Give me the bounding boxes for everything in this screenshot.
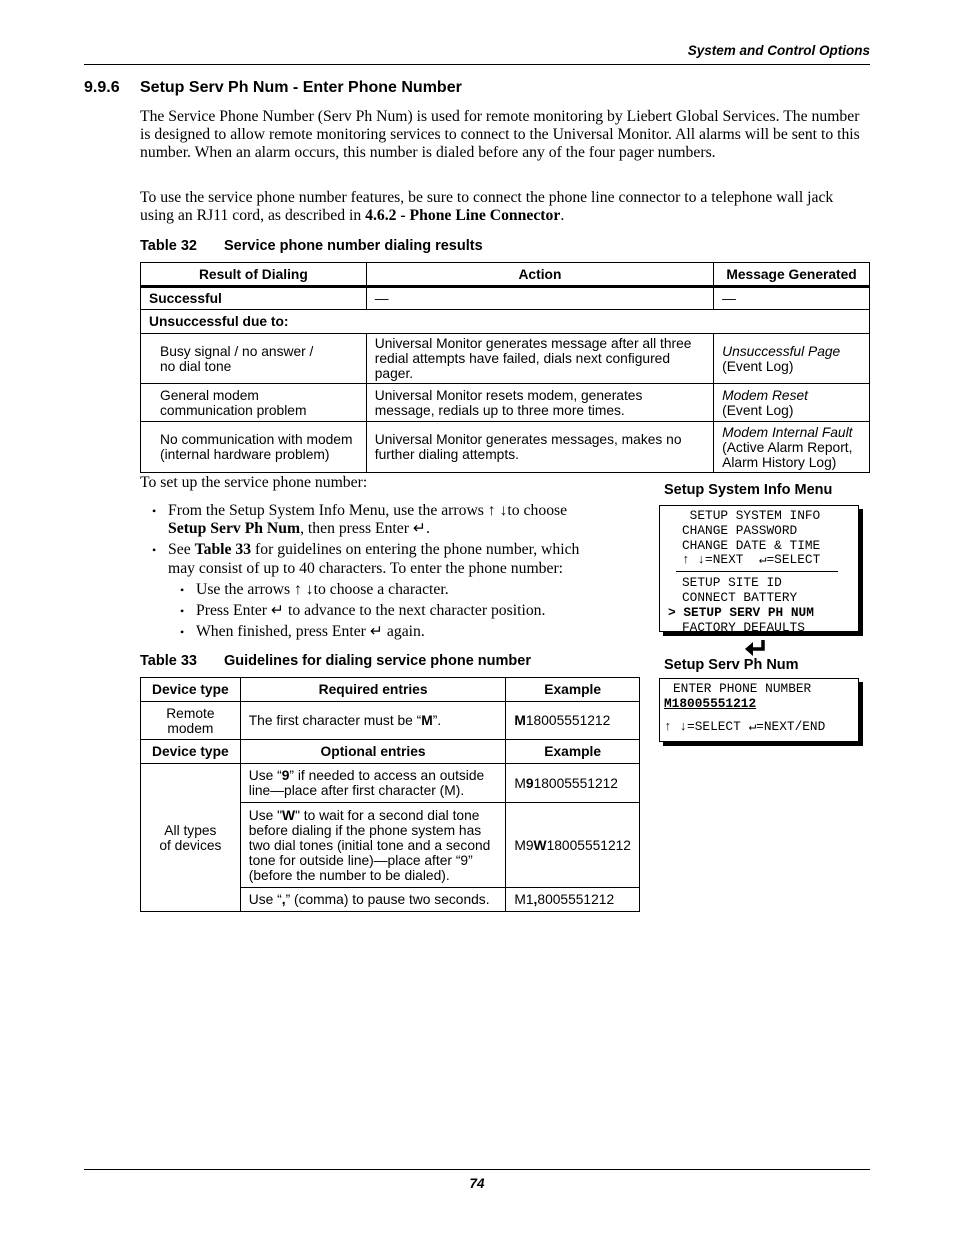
menu-lcd-line: CHANGE PASSWORD — [682, 522, 798, 538]
table33-entry-cell — [240, 888, 506, 912]
table32-action-line: Universal Monitor generates messages, makes no — [374, 432, 682, 447]
table32 — [140, 262, 870, 473]
example-char: 9 — [525, 775, 534, 791]
table32-message-cell — [714, 384, 870, 422]
entry-text: " to wait for a second dial tone — [295, 807, 480, 823]
table33-device-line: Remote — [166, 705, 215, 721]
phone-lcd-number: M18005551212 — [664, 695, 757, 711]
table32-message-log: (Active Alarm Report, — [722, 439, 853, 455]
table33-link[interactable]: Table 33 — [194, 541, 252, 559]
table33-device-line: modem — [167, 720, 214, 736]
table33-entry-cell — [240, 702, 506, 740]
example-text: M — [514, 775, 526, 791]
table32-message-log: (Event Log) — [722, 358, 794, 374]
example-text: 18005551212 — [533, 775, 618, 791]
table33-header-device: Device type — [141, 678, 241, 702]
menu-panel-title: Setup System Info Menu — [664, 482, 833, 498]
table-row — [141, 740, 640, 764]
entry-text: two dial tones (initial tone and a second — [248, 837, 491, 853]
table32-unsuccessful-label: Unsuccessful due to: — [141, 310, 870, 334]
table33-example-cell — [506, 803, 640, 888]
table32-message-name: Unsuccessful Page — [722, 343, 841, 359]
entry-char: M — [421, 713, 433, 728]
table32-message-cell — [714, 334, 870, 384]
phone-panel-title: Setup Serv Ph Num — [664, 657, 799, 673]
phone-lcd-line: ENTER PHONE NUMBER — [673, 681, 812, 696]
table32-message-name: Modem Reset — [722, 387, 809, 403]
section-number: 9.9.6 — [84, 79, 120, 96]
table32-action-line: Universal Monitor resets modem, generates — [374, 387, 643, 403]
example-text: M1 — [514, 892, 534, 907]
entry-text: line—place after first character (M). — [248, 783, 465, 798]
entry-char: 9 — [281, 768, 290, 783]
menu-lcd-selected-line — [668, 606, 858, 621]
steps-intro: To set up the service phone number: — [140, 474, 368, 491]
table33-caption — [140, 653, 531, 669]
table33-device-line: All types — [164, 822, 217, 838]
table33-device-cell — [141, 764, 241, 912]
table32-successful-action: — — [366, 287, 713, 310]
table33-label: Table 33 — [140, 653, 197, 669]
intro-paragraph-1: The Service Phone Number (Serv Ph Num) is used for remote monitoring by Liebert Global Services. The number is designed to allow remote monitoring services to connect to the Universal Monitor. All alarms will be sent to this number. When an alarm occurs, this number is dialed before any of the four pager numbers. — [140, 108, 860, 162]
table33-header-required: Required entries — [240, 678, 506, 702]
step1-text: From the Setup System Info Menu, use the arrows ↑ ↓to choose — [168, 502, 568, 519]
table32-successful-message: — — [714, 287, 870, 310]
table33-title: Guidelines for dialing service phone number — [224, 653, 531, 669]
table32-message-cell — [714, 422, 870, 473]
table-row — [141, 764, 640, 803]
step2-text-mid: for guidelines on entering the phone number, which — [251, 541, 580, 559]
table33-device-cell — [141, 702, 241, 740]
entry-text: Use “ — [248, 768, 282, 783]
entry-text: ”. — [432, 713, 442, 728]
table32-successful-label: Successful — [141, 287, 367, 310]
table32-message-name: Modem Internal Fault — [722, 424, 853, 440]
table-row — [141, 334, 870, 384]
table32-result-cell — [141, 422, 367, 473]
entry-text: ” if needed to access an outside — [289, 768, 485, 783]
menu-lcd-display — [659, 505, 859, 635]
table32-header-message: Message Generated — [714, 263, 870, 287]
menu-lcd-line: SETUP SITE ID — [682, 575, 782, 591]
menu-lcd-divider — [676, 571, 838, 572]
list-item — [152, 541, 579, 577]
entry-char: , — [281, 892, 286, 907]
footer-rule — [84, 1169, 870, 1170]
table32-result-line: No communication with modem — [160, 432, 353, 447]
phone-lcd-line: ↑ ↓=SELECT ↵=NEXT/END — [664, 718, 826, 734]
table33-header-example: Example — [506, 740, 640, 764]
entry-text: Use " — [248, 807, 283, 823]
step2-text: See — [168, 541, 195, 559]
table-row — [141, 287, 870, 310]
entry-text: ” (comma) to pause two seconds. — [285, 892, 490, 907]
menu-lcd-line: SETUP SYSTEM INFO — [682, 508, 821, 523]
entry-text: tone for outside line)—place after “9” — [248, 852, 473, 868]
table-row — [141, 310, 870, 334]
phone-line-connector-link[interactable]: 4.6.2 - Phone Line Connector — [365, 207, 561, 225]
intro-paragraph-2 — [140, 189, 870, 225]
table32-label: Table 32 — [140, 238, 197, 254]
table32-result-line: no dial tone — [160, 358, 232, 374]
example-text: M9 — [514, 837, 534, 853]
entry-text: The first character must be “ — [248, 713, 422, 728]
running-head: System and Control Options — [687, 43, 870, 58]
table32-caption — [140, 238, 483, 254]
table-row — [141, 384, 870, 422]
table32-result-line: Busy signal / no answer / — [160, 343, 314, 359]
table33-header-example: Example — [506, 678, 640, 702]
step1-text-end: , then press Enter ↵. — [300, 520, 430, 538]
example-char: W — [533, 837, 547, 853]
menu-lcd-line: FACTORY DEFAULTS — [682, 619, 805, 635]
table32-action-line: redial attempts have failed, dials next configured pager. — [374, 351, 671, 381]
table32-result-cell — [141, 334, 367, 384]
phone-lcd-display — [659, 678, 859, 742]
table32-result-cell — [141, 384, 367, 422]
table-row — [141, 678, 640, 702]
table32-action-cell — [366, 422, 713, 473]
table-row — [141, 702, 640, 740]
table32-action-line: message, redials up to three more times. — [374, 402, 625, 418]
entry-text: Use “ — [248, 892, 282, 907]
steps-list — [152, 502, 579, 641]
list-item: • Use the arrows ↑ ↓to choose a character. — [180, 581, 579, 599]
table33-example-cell — [506, 888, 640, 912]
header-rule — [84, 64, 870, 65]
table32-action-line: further dialing attempts. — [374, 447, 519, 462]
list-item — [152, 502, 579, 538]
table32-action-line: Universal Monitor generates message after all three — [374, 336, 692, 351]
table32-title: Service phone number dialing results — [224, 238, 483, 254]
entry-text: before dialing if the phone system has — [248, 822, 482, 838]
table32-action-cell — [366, 384, 713, 422]
table33-example-cell — [506, 764, 640, 803]
table-row — [141, 422, 870, 473]
table32-result-line: communication problem — [160, 402, 307, 418]
example-char: M — [514, 713, 526, 728]
table33-header-optional: Optional entries — [240, 740, 506, 764]
table32-message-log: Alarm History Log) — [722, 454, 837, 470]
menu-lcd-line: ↑ ↓=NEXT ↵=SELECT — [682, 552, 821, 568]
example-text: 18005551212 — [525, 713, 611, 728]
entry-text: (before the number to be dialed). — [248, 867, 450, 883]
selection-marker: > — [668, 604, 684, 620]
step1-menu-name: Setup Serv Ph Num — [168, 520, 301, 538]
menu-lcd-line: SETUP SERV PH NUM — [683, 604, 814, 620]
entry-char: W — [282, 807, 296, 823]
table32-result-line: (internal hardware problem) — [160, 447, 330, 462]
table33-example-cell — [506, 702, 640, 740]
table33-device-line: of devices — [159, 837, 222, 853]
section-heading — [84, 79, 462, 97]
list-item: • When finished, press Enter ↵ again. — [180, 623, 579, 641]
page-number: 74 — [469, 1176, 485, 1191]
menu-lcd-line: CONNECT BATTERY — [682, 589, 798, 605]
table33 — [140, 677, 640, 912]
example-text: 18005551212 — [546, 837, 631, 853]
list-item: • Press Enter ↵ to advance to the next character position. — [180, 602, 579, 620]
section-title: Setup Serv Ph Num - Enter Phone Number — [140, 79, 462, 96]
table32-header-result: Result of Dialing — [141, 263, 367, 287]
table33-entry-cell — [240, 764, 506, 803]
intro-p2-text: To use the service phone number features, be sure to connect the phone line connector to a telephone wall jack using an RJ11 cord, as described in — [140, 189, 834, 225]
example-char: , — [533, 892, 538, 907]
table33-entry-cell — [240, 803, 506, 888]
example-text: 8005551212 — [537, 892, 615, 907]
table32-result-line: General modem — [160, 387, 259, 403]
step2-text-end: may consist of up to 40 characters. To enter the phone number: — [168, 559, 564, 577]
enter-arrow-icon — [744, 639, 768, 657]
table33-header-device: Device type — [141, 740, 241, 764]
intro-p2-end: . — [560, 207, 565, 225]
table32-header-action: Action — [366, 263, 713, 287]
table32-message-log: (Event Log) — [722, 402, 794, 418]
table32-action-cell — [366, 334, 713, 384]
menu-lcd-line: CHANGE DATE & TIME — [682, 537, 821, 553]
